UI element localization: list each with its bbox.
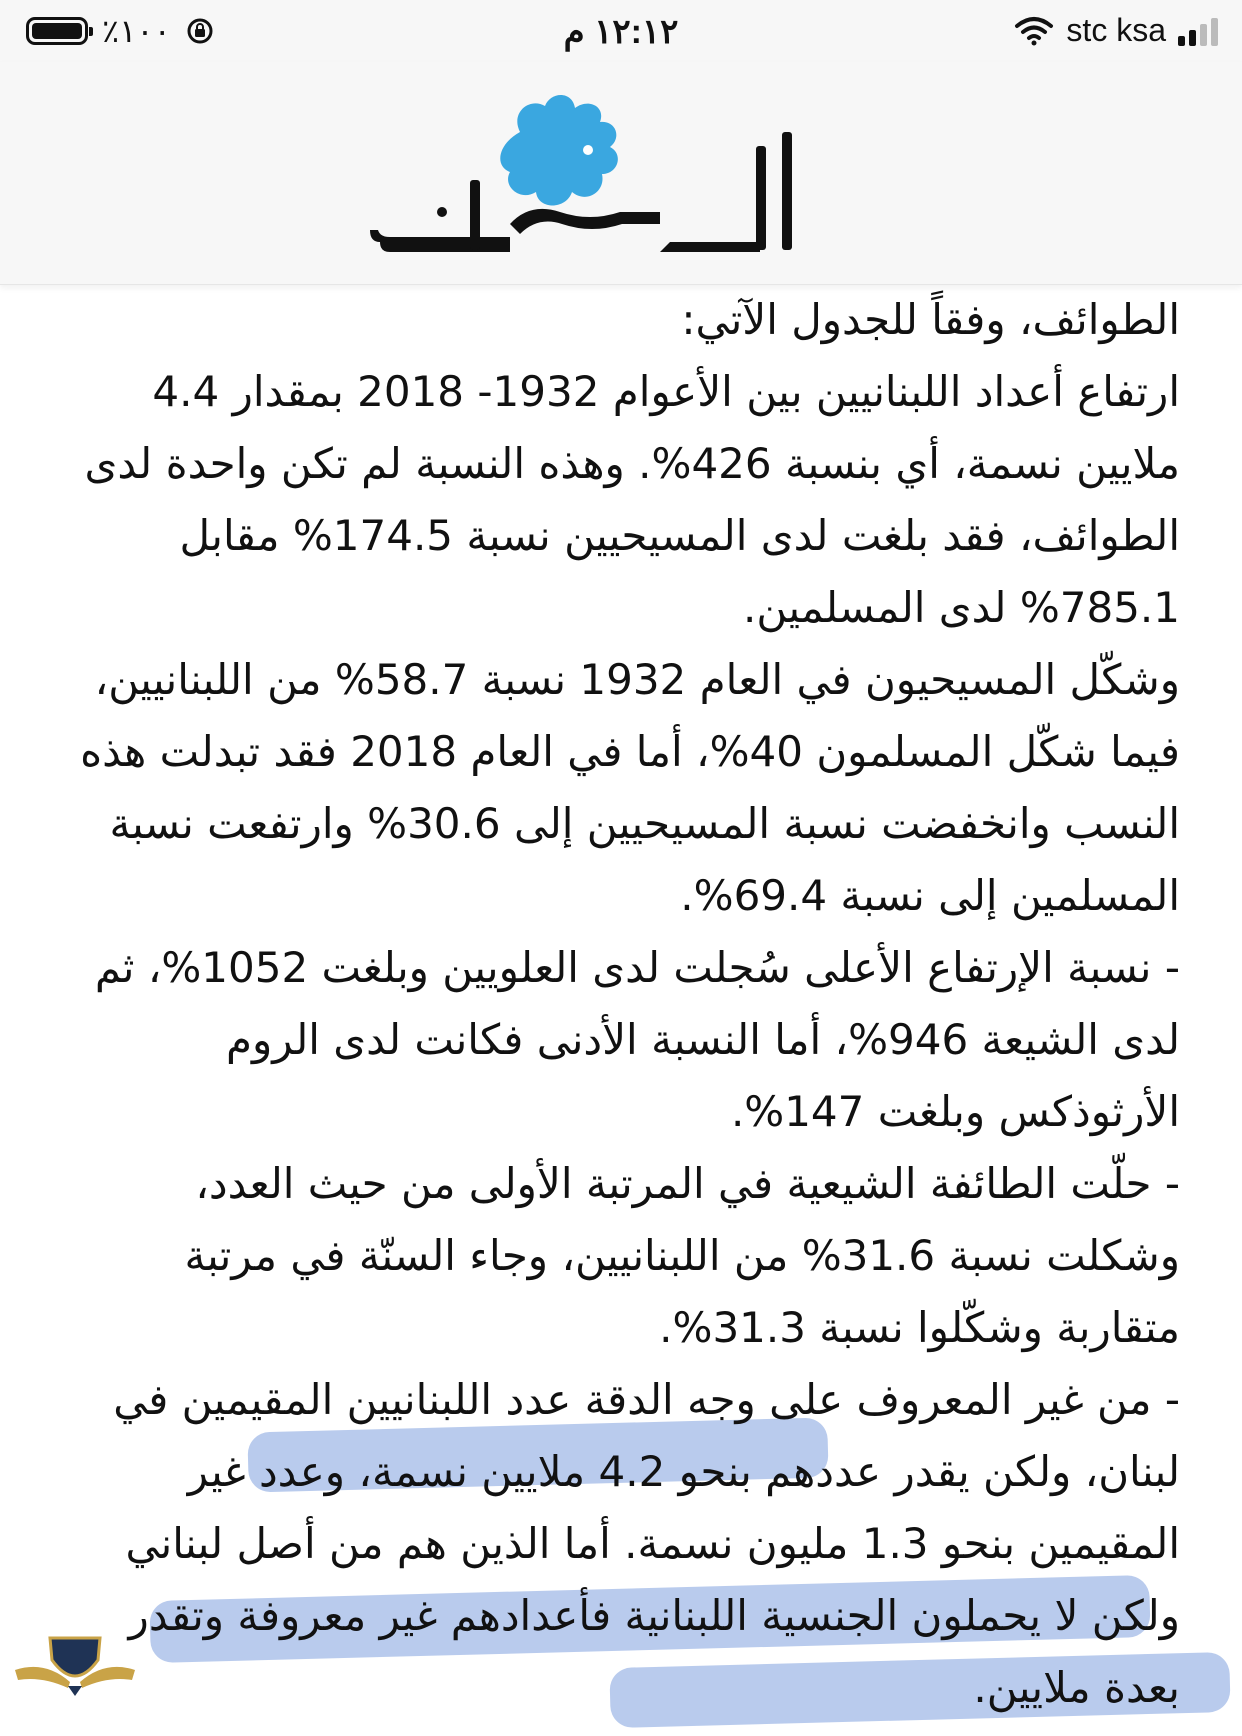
battery-percent: ٪١٠٠ xyxy=(102,13,171,49)
article-paragraph: - حلّت الطائفة الشيعية في المرتبة الأولى من حيث العدد، وشكلت نسبة 31.6% من اللبنانيين، وجاء السنّة في مرتبة متقاربة وشكّلوا نسبة 31.3%. xyxy=(184,1159,1180,1352)
status-right xyxy=(1014,12,1218,49)
article-paragraph: ارتفاع أعداد اللبنانيين بين الأعوام 1932- 2018 بمقدار 4.4 ملايين نسمة، أي بنسبة 426%. وهذه النسبة لم تكن واحدة لدى الطوائف، فقد بلغت لدى المسيحيين نسبة 174.5% مقابل 785.1% لدى المسلمين. xyxy=(84,367,1180,632)
wifi-icon xyxy=(1014,16,1054,46)
annahar-logo-graphic xyxy=(360,92,840,262)
signal-icon xyxy=(1178,16,1218,46)
signal-bar xyxy=(1211,18,1218,46)
article-paragraph: الطوائف، وفقاً للجدول الآتي: xyxy=(681,295,1180,344)
article-paragraph: - نسبة الإرتفاع الأعلى سُجلت لدى العلويين وبلغت 1052%، ثم لدى الشيعة 946%، أما النسبة الأدنى فكانت لدى الروم الأرثوذكس وبلغت 147%. xyxy=(94,943,1180,1136)
signal-bar xyxy=(1189,30,1196,46)
status-bar xyxy=(0,0,1242,62)
site-header xyxy=(0,62,1242,285)
annahar-logo[interactable] xyxy=(360,92,840,262)
carrier-name: stc ksa xyxy=(1066,12,1166,48)
status-time: ١٢:١٢ م xyxy=(563,13,679,51)
article-paragraph: وشكّل المسيحيون في العام 1932 نسبة 58.7% من اللبنانيين، فيما شكّل المسلمون 40%، أما في العام 2018 فقد تبدلت هذه النسب وانخفضت نسبة المسيحيين إلى 30.6% وارتفعت نسبة المسلمين إلى نسبة 69.4%. xyxy=(80,655,1180,920)
article-paragraph: - من غير المعروف على وجه الدقة عدد اللبنانيين المقيمين في لبنان، ولكن يقدر عددهم بنحو 4.2 ملايين نسمة، وعدد غير المقيمين بنحو 1.3 مليون نسمة. أما الذين هم من أصل لبناني ولكن لا يحملون الجنسية اللبنانية فأعدادهم غير معروفة وتقدر بعدة ملايين. xyxy=(113,1375,1180,1712)
rooster-icon xyxy=(500,95,618,206)
forum-watermark-logo xyxy=(10,1630,140,1730)
signal-bar xyxy=(1200,24,1207,46)
forum-emblem-icon xyxy=(10,1630,140,1730)
article-body xyxy=(80,284,1180,1736)
signal-bar xyxy=(1178,36,1185,46)
